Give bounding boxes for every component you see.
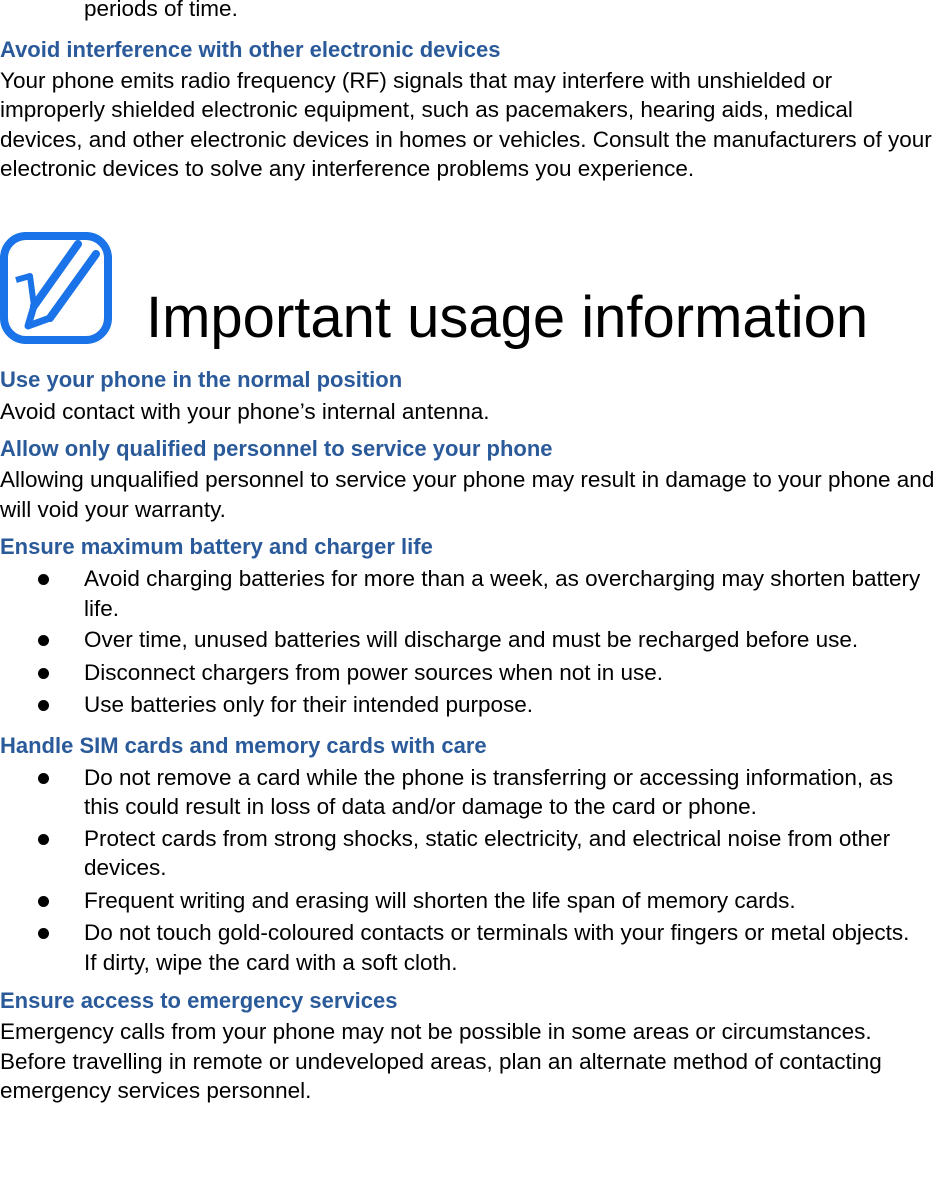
bullet-icon	[38, 700, 49, 711]
list-item: Over time, unused batteries will discharge and must be recharged before use.	[0, 625, 945, 655]
heading-battery: Ensure maximum battery and charger life	[0, 534, 433, 559]
list-item: Frequent writing and erasing will shorten the life span of memory cards.	[0, 886, 945, 916]
body-emergency: Emergency calls from your phone may not be possible in some areas or circumstances. Before travelling in remote or undeveloped areas, plan an alternate method of contacting emergency services personnel.	[0, 1019, 882, 1103]
heading-interference: Avoid interference with other electronic devices	[0, 36, 501, 62]
body-interference: Your phone emits radio frequency (RF) signals that may interfere with unshielded or improperly shielded electronic equipment, such as pacemakers, hearing aids, medical devices, and other electronic devices in homes or vehicles. Consult the manufacturers of your electronic devices to solve any interference problems you experience.	[0, 67, 932, 181]
heading-position: Use your phone in the normal position	[0, 366, 403, 392]
chapter-title-row	[0, 224, 945, 356]
cards-list	[0, 763, 945, 978]
heading-cards: Handle SIM cards and memory cards with care	[0, 732, 487, 758]
battery-list	[0, 564, 945, 720]
body-service: Allowing unqualified personnel to service your phone may result in damage to your phone and will void your warranty.	[0, 467, 935, 522]
bullet-icon	[38, 574, 49, 585]
bullet-icon	[38, 928, 49, 939]
bullet-icon	[38, 635, 49, 646]
bullet-icon	[38, 773, 49, 784]
list-item: Disconnect chargers from power sources when not in use.	[0, 658, 945, 688]
heading-emergency: Ensure access to emergency services	[0, 988, 398, 1013]
chapter-title: Important usage information	[146, 284, 869, 350]
list-item: Protect cards from strong shocks, static electricity, and electrical noise from other devices.	[0, 824, 924, 883]
heading-service: Allow only qualified personnel to service your phone	[0, 436, 553, 461]
list-item: Avoid charging batteries for more than a week, as overcharging may shorten battery life.	[0, 564, 945, 623]
bullet-icon	[38, 834, 49, 845]
list-item: Use batteries only for their intended purpose.	[0, 690, 945, 720]
bullet-icon	[38, 668, 49, 679]
intro-continuation: periods of time.	[84, 0, 238, 21]
list-item: Do not remove a card while the phone is transferring or accessing information, as this could result in loss of data and/or damage to the card or phone.	[0, 763, 924, 822]
bullet-icon	[38, 896, 49, 907]
body-position: Avoid contact with your phone’s internal antenna.	[0, 398, 490, 424]
list-item: Do not touch gold-coloured contacts or terminals with your fingers or metal objects. If dirty, wipe the card with a soft cloth.	[0, 918, 924, 977]
note-pencil-icon	[0, 232, 112, 344]
